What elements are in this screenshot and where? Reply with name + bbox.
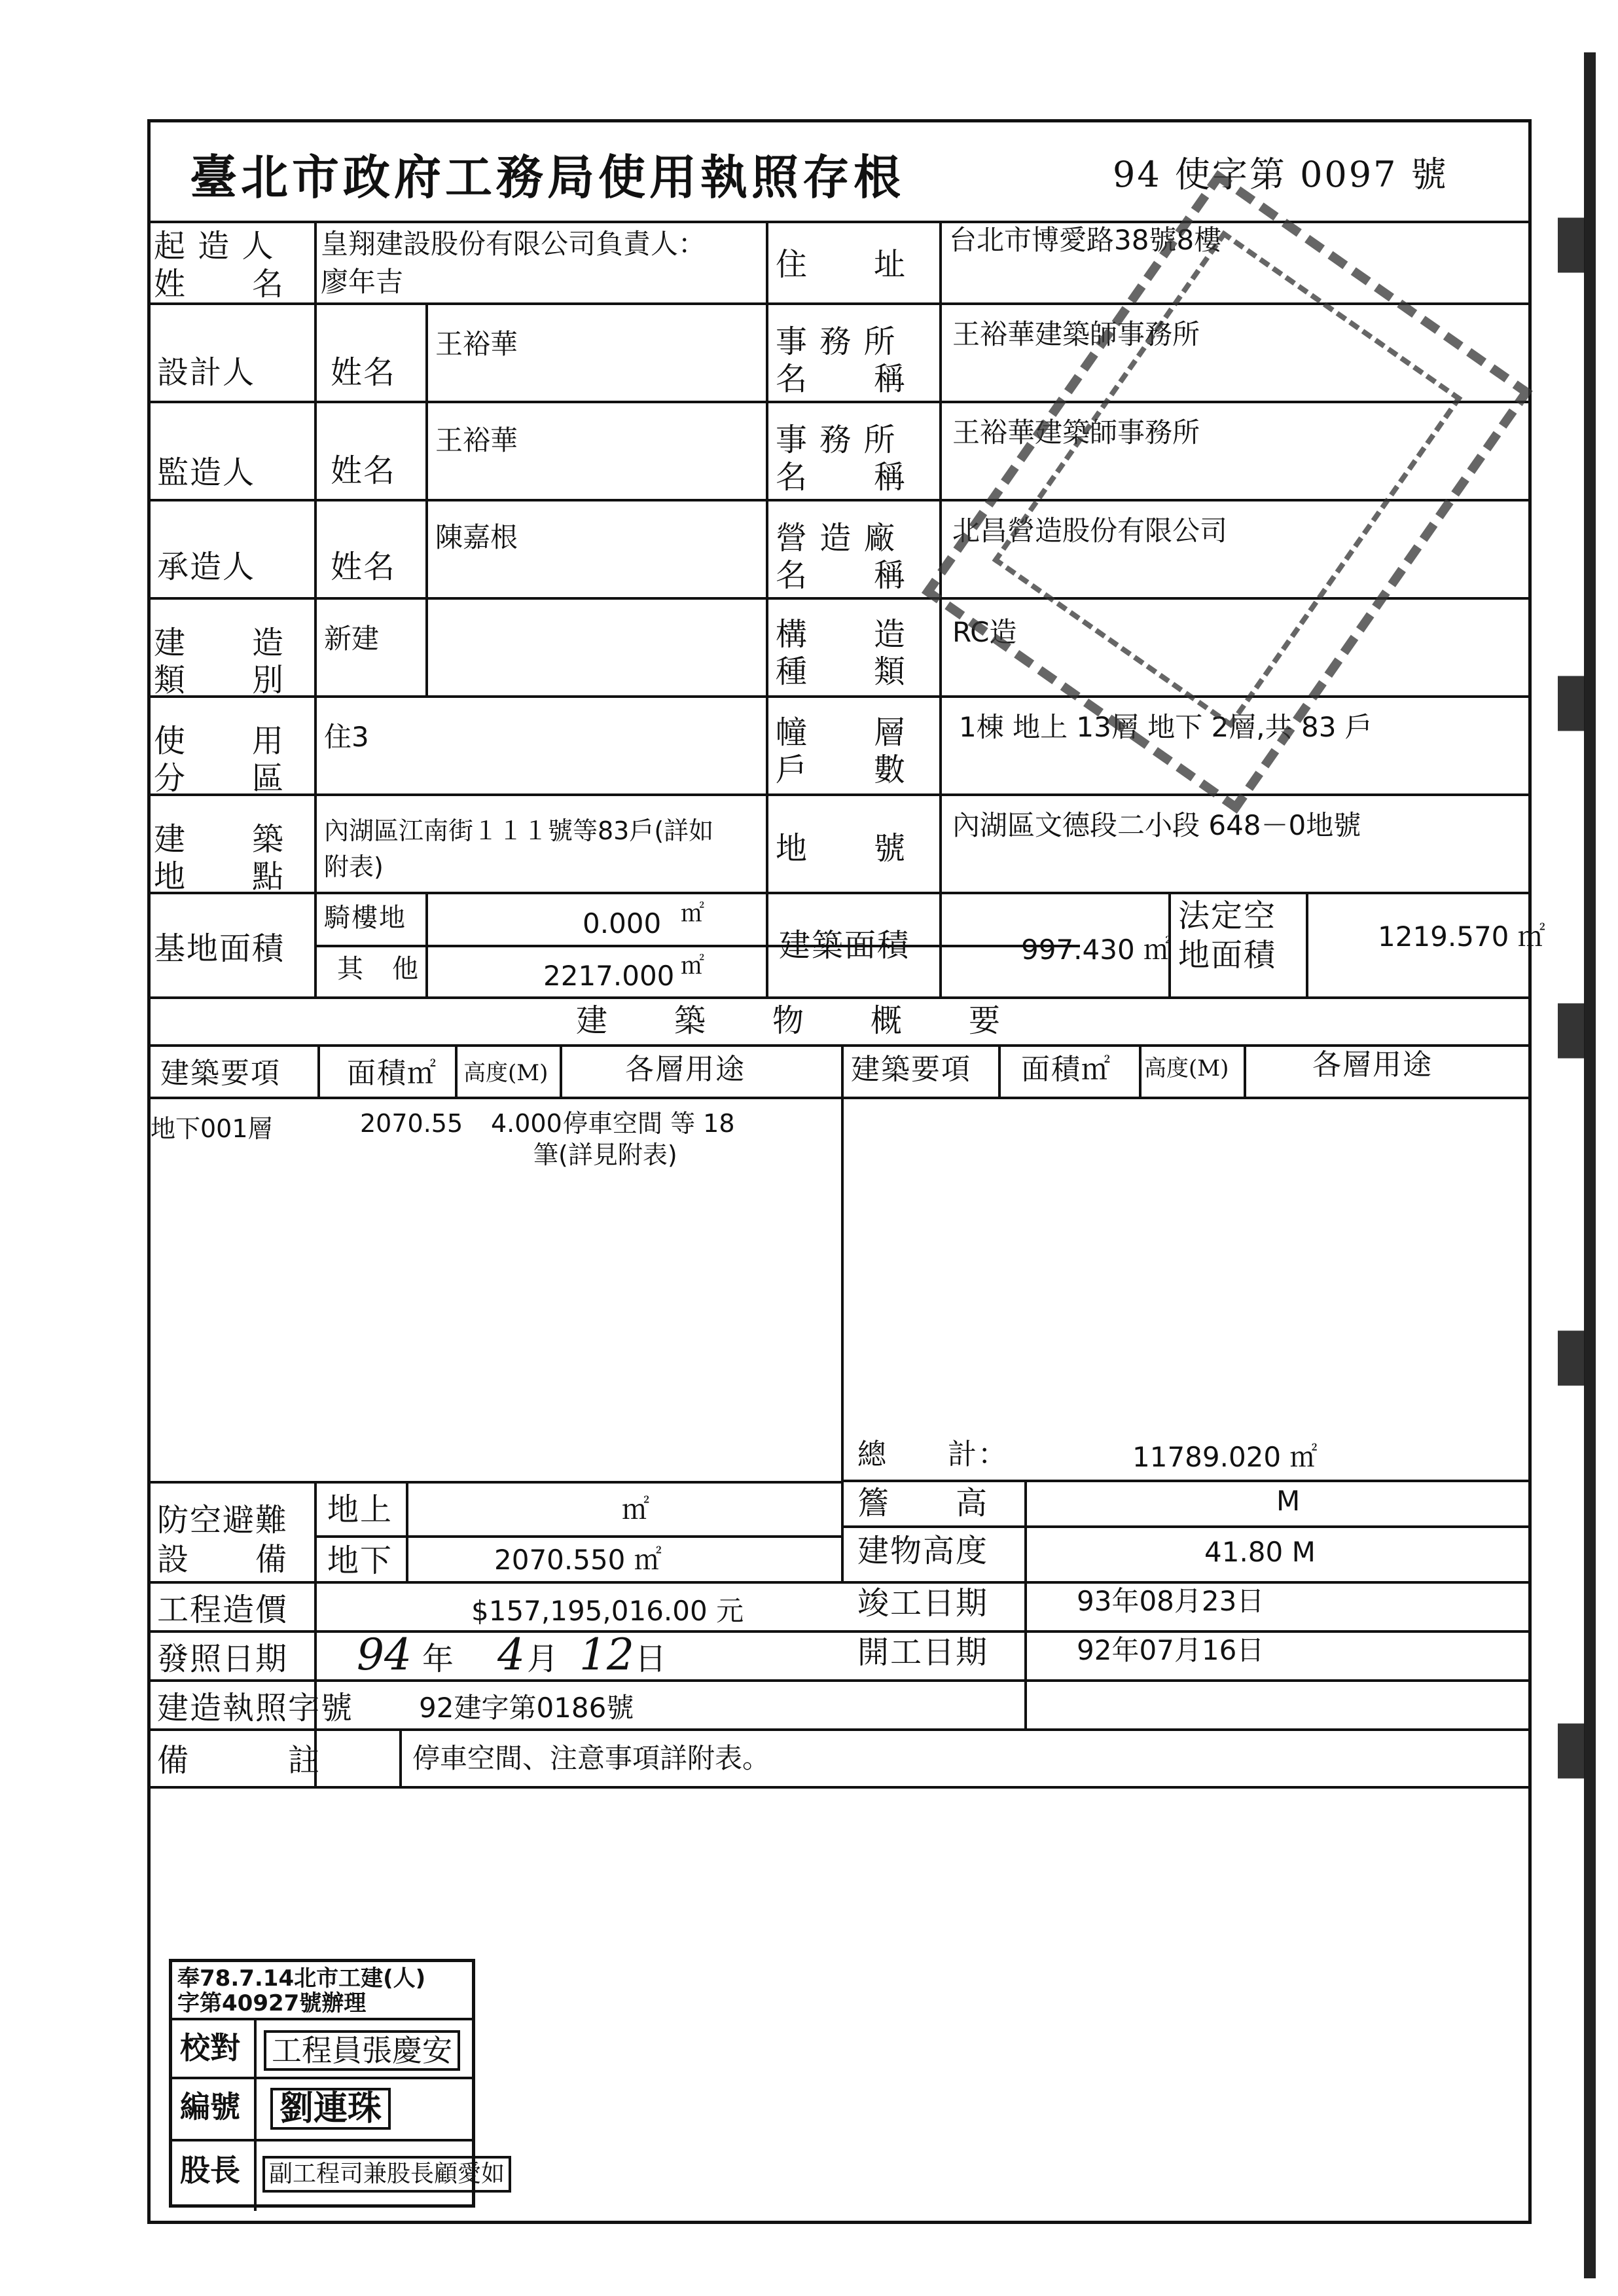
shelter-label-a: 防空避難: [157, 1502, 289, 1539]
structure-value: RC造: [952, 616, 1017, 648]
edge-glyph-1: ▮: [1551, 196, 1591, 281]
site-label-b: 地 點: [154, 858, 285, 895]
structure-label-a: 構 造: [776, 616, 907, 653]
open-space-label-a: 法定空: [1178, 898, 1277, 934]
contractor-label: 承造人: [157, 549, 256, 585]
license-value: 92建字第0186號: [419, 1692, 634, 1724]
build-type-value: 新建: [324, 623, 380, 655]
stamp-line-2: 字第40927號辦理: [177, 1990, 367, 2016]
build-type-label-a: 建 造: [154, 625, 285, 661]
owner-value-1: 皇翔建設股份有限公司負責人：: [321, 228, 706, 260]
contractor-office-label-a: 營 造 廠: [776, 520, 897, 556]
col-item-right: 建築要項: [851, 1053, 971, 1086]
floors-value: 1棟 地上 13層 地下 2層,共 83 戶: [959, 711, 1373, 743]
lot-value: 內湖區文德段二小段 648－0地號: [952, 809, 1361, 841]
lot-label: 地 號: [776, 830, 907, 867]
above-label: 地上: [327, 1491, 393, 1528]
arcade-label: 騎樓地: [324, 903, 406, 933]
stamp-chief-value: 副工程司兼股長顧愛如: [262, 2156, 511, 2193]
stamp-check-value: 工程員張慶安: [264, 2030, 460, 2071]
floors-label-b: 戶 數: [776, 752, 907, 788]
entry-height: 4.000: [491, 1109, 562, 1138]
supervisor-name: 王裕華: [435, 424, 518, 456]
structure-label-b: 種 類: [776, 653, 907, 690]
open-space-label-b: 地面積: [1178, 937, 1277, 974]
cost-label: 工程造價: [157, 1592, 289, 1628]
edge-glyph-3: ▮: [1551, 982, 1591, 1066]
stamp-line-1: 奉78.7.14北市工建(人): [177, 1965, 426, 1992]
designer-label: 設計人: [157, 354, 256, 391]
issue-label: 發照日期: [157, 1641, 289, 1677]
summary-heading: 建 築 物 概 要: [576, 1002, 1002, 1039]
total-value: 11789.020 ㎡: [1132, 1441, 1318, 1473]
issue-year: 94: [357, 1630, 412, 1680]
floors-label-a: 幢 層: [776, 714, 907, 751]
supervisor-office-label-b: 名 稱: [776, 459, 907, 496]
col-item-left: 建築要項: [160, 1057, 281, 1090]
site-value-1: 內湖區江南街１１１號等83戶(詳如: [324, 816, 714, 845]
entry-area: 2070.55: [360, 1109, 463, 1138]
contractor-office: 北昌營造股份有限公司: [952, 515, 1228, 547]
eave-label: 簷 高: [857, 1485, 989, 1522]
col-height-left: 高度(M): [463, 1060, 548, 1086]
stamp-check-label: 校對: [180, 2030, 240, 2066]
bldg-height-value: 41.80 M: [1204, 1536, 1316, 1568]
stamp-num-label: 編號: [180, 2089, 240, 2124]
designer-office-label-a: 事 務 所: [776, 323, 897, 360]
bldg-height-label: 建物高度: [857, 1533, 989, 1569]
zoning-label-b: 分 區: [154, 760, 285, 797]
form-title: 臺北市政府工務局使用執照存根: [190, 149, 905, 205]
site-label-a: 建 築: [154, 821, 285, 858]
supervisor-name-label: 姓名: [331, 452, 397, 489]
permit-number: 94 使字第 0097 號: [1113, 154, 1448, 195]
contractor-office-label-b: 名 稱: [776, 557, 907, 594]
below-value: 2070.550 ㎡: [494, 1544, 662, 1576]
issue-day: 12: [579, 1630, 634, 1680]
approval-stamp: [169, 1959, 505, 2208]
other-unit: ㎡: [681, 953, 705, 979]
build-type-label-b: 類 別: [154, 662, 285, 699]
site-value-2: 附表): [324, 852, 384, 881]
entry-floor: 地下001層: [151, 1114, 273, 1143]
edge-glyph-2: ▮: [1551, 655, 1591, 739]
below-label: 地下: [327, 1542, 393, 1579]
address-value: 台北市博愛路38號8樓: [949, 224, 1222, 256]
remark-value: 停車空間、注意事項詳附表。: [412, 1742, 770, 1774]
zoning-value: 住3: [324, 721, 369, 753]
designer-office-label-b: 名 稱: [776, 361, 907, 397]
edge-glyph-5: ▮: [1551, 1702, 1591, 1787]
other-value: 2217.000: [543, 960, 675, 992]
issue-nian: 年: [422, 1641, 456, 1677]
site-area-label: 基地面積: [154, 930, 285, 967]
open-space-value: 1219.570 ㎡: [1378, 920, 1545, 953]
complete-value: 93年08月23日: [1077, 1585, 1265, 1617]
entry-use-1: 停車空間 等 18: [563, 1109, 735, 1138]
edge-glyph-4: ▮: [1551, 1309, 1591, 1394]
building-area-value: 997.430 ㎡: [1021, 934, 1172, 966]
owner-value-2: 廖年吉: [321, 266, 404, 298]
supervisor-office: 王裕華建築師事務所: [952, 416, 1200, 448]
remark-label: 備 註: [157, 1742, 321, 1779]
designer-office: 王裕華建築師事務所: [952, 318, 1200, 350]
entry-use-2: 筆(詳見附表): [533, 1140, 677, 1169]
col-area-right: 面積㎡: [1021, 1053, 1111, 1086]
col-area-left: 面積㎡: [347, 1057, 437, 1090]
supervisor-label: 監造人: [157, 454, 256, 491]
building-area-label: 建築面積: [779, 927, 910, 964]
address-label: 住 址: [776, 246, 907, 283]
col-use-left: 各層用途: [625, 1053, 746, 1086]
arcade-value: 0.000: [583, 907, 662, 939]
designer-name-label: 姓名: [331, 354, 397, 391]
other-label: 其 他: [337, 954, 420, 984]
issue-ri: 日: [635, 1641, 668, 1677]
stamp-chief-label: 股長: [180, 2153, 240, 2188]
col-use-right: 各層用途: [1312, 1048, 1433, 1082]
contractor-name-label: 姓名: [331, 549, 397, 585]
issue-month: 4: [497, 1630, 525, 1680]
complete-label: 竣工日期: [857, 1585, 989, 1622]
start-label: 開工日期: [857, 1634, 989, 1671]
col-height-right: 高度(M): [1144, 1055, 1229, 1082]
zoning-label-a: 使 用: [154, 723, 285, 759]
page-edge-mark: [1584, 52, 1596, 2278]
stamp-num-value: 劉連珠: [270, 2088, 391, 2130]
cost-value: $157,195,016.00 元: [471, 1595, 744, 1627]
total-label: 總 計：: [857, 1438, 1008, 1471]
issue-yue: 月: [527, 1641, 560, 1677]
owner-label-a: 起 造 人: [154, 228, 275, 264]
eave-value: M: [1276, 1485, 1301, 1517]
shelter-label-b: 設 備: [157, 1541, 289, 1578]
arcade-unit: ㎡: [681, 900, 705, 927]
contractor-name: 陳嘉根: [435, 521, 518, 553]
supervisor-office-label-a: 事 務 所: [776, 422, 897, 458]
owner-label-b: 姓 名: [154, 266, 285, 302]
start-value: 92年07月16日: [1077, 1634, 1265, 1666]
designer-name: 王裕華: [435, 328, 518, 360]
license-label: 建造執照字號: [157, 1690, 354, 1726]
above-value: ㎡: [622, 1493, 650, 1525]
